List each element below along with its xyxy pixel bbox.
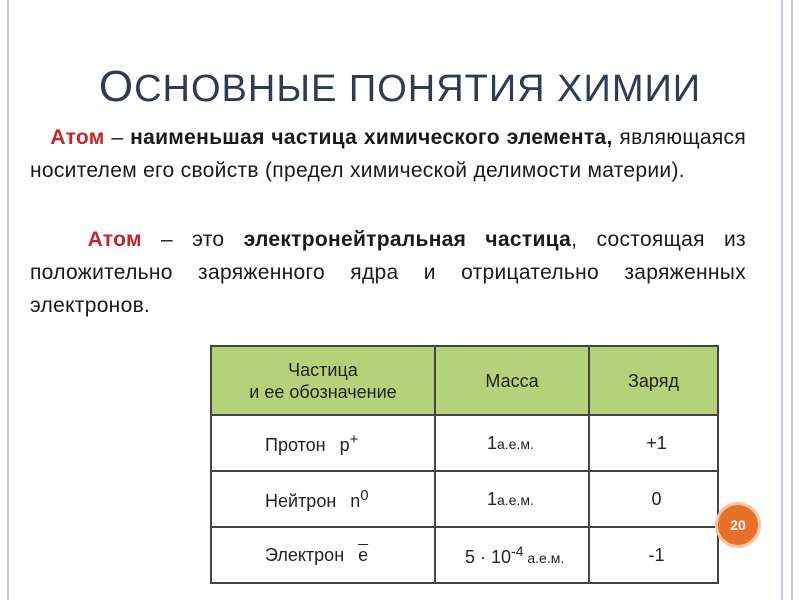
mass-cell [435, 527, 589, 583]
page-number-badge: 20 [718, 505, 758, 545]
mass-unit: а.е.м. [497, 435, 534, 452]
charge-value: 0 [651, 488, 662, 509]
header-mass: Масса [435, 346, 589, 415]
particle-symbol [358, 545, 368, 566]
table-row [211, 471, 718, 527]
mass-number: 1 [487, 432, 498, 453]
structure-rest: , состоящая из положительно заряженного ядра и отрицательно заряженных электронов. [30, 228, 746, 317]
symbol-letter: p [339, 434, 350, 455]
paragraph-atom-structure [30, 223, 746, 322]
mass-value [487, 489, 534, 510]
charge-cell [589, 415, 718, 471]
title-first-letter: О [98, 62, 135, 111]
charge-value: +1 [646, 432, 667, 453]
particle-cell [211, 415, 435, 471]
particle-name: Протон [265, 434, 326, 455]
symbol-letter: n [350, 490, 361, 511]
charge-value: -1 [648, 544, 665, 565]
slide-title [0, 62, 800, 112]
mass-cell [435, 471, 589, 527]
mass-cell [435, 415, 589, 471]
charge-cell [589, 471, 718, 527]
particle-symbol [350, 487, 368, 512]
particle-name: Нейтрон [265, 490, 337, 511]
mass-number: 1 [487, 488, 498, 509]
header-particle [211, 346, 435, 415]
symbol-superscript: 0 [360, 486, 369, 504]
table-row [211, 527, 718, 583]
particle-name: Электрон [265, 544, 345, 565]
table-header-row [211, 346, 718, 415]
mass-unit: а.е.м. [497, 491, 534, 508]
charge-cell [589, 527, 718, 583]
term-atom: Атом [87, 228, 142, 251]
mass-value [487, 433, 534, 454]
paragraph-atom-definition [30, 121, 746, 187]
dash: – [104, 126, 131, 149]
particle-symbol [340, 431, 359, 456]
key-phrase: электронейтральная частица [243, 228, 572, 251]
symbol-superscript: + [349, 430, 359, 448]
particle-cell [211, 471, 435, 527]
definition-rest: являющаяся носителем его свойств (предел химической делимости материи). [30, 126, 747, 182]
term-atom: Атом [50, 126, 105, 149]
table-row [211, 415, 718, 471]
header-particle-label: Частица и ее обозначение [249, 359, 397, 402]
mass-value [465, 543, 564, 568]
dash: – это [141, 228, 244, 251]
particles-table [210, 345, 719, 584]
header-charge: Заряд [589, 346, 718, 415]
mass-number: 5 · 10 [465, 546, 512, 567]
definition-bold: наименьшая частица химического элемента, [130, 126, 613, 149]
mass-unit: а.е.м. [523, 549, 565, 566]
symbol-letter: $\overline{e}$ [358, 544, 369, 565]
mass-exponent: -4 [511, 542, 524, 559]
title-rest: СНОВНЫЕ ПОНЯТИЯ ХИМИИ [134, 68, 702, 110]
particle-cell [211, 527, 435, 583]
